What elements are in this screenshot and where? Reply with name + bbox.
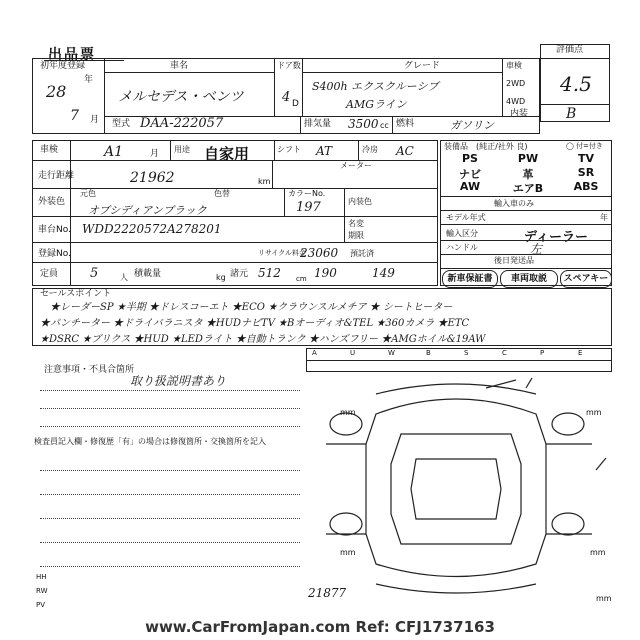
year-unit: 年: [84, 75, 94, 85]
serial-number: 21877: [308, 586, 347, 600]
mileage-unit: km: [258, 177, 271, 186]
note-line: [40, 566, 300, 567]
col-divider: [302, 58, 303, 116]
row-divider: [32, 160, 438, 161]
rating-label: 評価点: [556, 45, 584, 55]
row-divider: [440, 224, 612, 225]
col-divider: [358, 140, 359, 160]
exterior-value: オブシディアンブラック: [88, 204, 207, 217]
grade-label: グレード: [404, 61, 441, 71]
after-label: 後日発送品: [494, 256, 534, 265]
code-pv: PV: [36, 601, 46, 609]
note-line: [40, 494, 300, 495]
load-label: 積載量: [134, 269, 162, 279]
equip-airbag: エアB: [512, 182, 544, 195]
equip-ps: PS: [462, 152, 478, 165]
capacity-label: 定員: [40, 269, 59, 279]
shaken-value: A1: [104, 144, 124, 160]
mm-label: mm: [340, 548, 356, 557]
exterior-label: 外装色: [38, 197, 66, 207]
footer-watermark: www.CarFromJapan.com Ref: CFJ1737163: [145, 618, 495, 636]
handle-value: 左: [530, 242, 543, 256]
interior-value: B: [566, 106, 577, 122]
row-divider: [32, 242, 438, 243]
col-divider: [274, 140, 275, 160]
handle-label: ハンドル: [446, 243, 478, 252]
row-divider: [440, 254, 612, 255]
col-divider: [104, 58, 105, 134]
col-divider: [274, 58, 275, 116]
col-divider: [344, 188, 345, 216]
fuel-label: 燃料: [396, 119, 415, 129]
mileage-value: 21962: [130, 170, 175, 186]
row-divider: [302, 72, 502, 73]
equipment-legend: ◯ 付=付き: [566, 142, 603, 150]
interior-divider: [540, 104, 610, 105]
col-divider: [70, 140, 71, 286]
grid-p: P: [540, 349, 545, 357]
meter-label: メーター: [340, 161, 372, 170]
grade-value: S400h エクスクルーシブ: [312, 80, 439, 93]
deadline-label: 期限: [348, 231, 364, 240]
door-label: ドア数: [277, 61, 301, 70]
note-line: [40, 426, 300, 427]
row-divider: [440, 268, 612, 269]
row-divider: [32, 216, 438, 217]
row-divider: [440, 240, 612, 241]
interior-label: 内装: [510, 109, 529, 119]
car-name-label: 車名: [170, 61, 189, 71]
code-hh: HH: [36, 573, 47, 581]
grid-b: B: [426, 349, 431, 357]
color-label: 色替: [214, 189, 230, 198]
note-line: [40, 518, 300, 519]
row-divider: [440, 210, 612, 211]
code-rw: RW: [36, 587, 48, 595]
shaken-side-label: 車検: [506, 61, 522, 70]
car-name-value: メルセデス・ベンツ: [118, 89, 244, 105]
sales-line-2: ★パンチーター ★ドライバラニスタ ★HUDナビTV ★Bオーディオ&TEL ★360カメラ ★ETC: [40, 318, 470, 329]
dim-length: 512: [258, 266, 281, 280]
exterior-orig: 元色: [80, 189, 96, 198]
load-unit: kg: [216, 273, 226, 282]
import-type-label: 輸入区分: [446, 229, 478, 238]
mm-label: mm: [340, 408, 356, 417]
door-unit: D: [292, 99, 299, 109]
col-divider: [344, 216, 345, 242]
first-reg-label: 初年度登録: [40, 61, 86, 71]
displacement-value: 3500: [348, 117, 379, 131]
dim-unit: cm: [296, 275, 307, 283]
door-value: 4: [282, 90, 291, 105]
usage-label: 用途: [174, 145, 190, 154]
month-value: 7: [70, 108, 79, 124]
recycle-label: リサイクル料金: [258, 249, 307, 257]
warranty-badge: 新車保証書: [442, 270, 498, 288]
notes-value: 取り扱説明書あり: [130, 374, 227, 388]
grid-w: W: [388, 349, 395, 357]
import-label: 輸入車のみ: [494, 199, 534, 208]
dim-width: 190: [314, 266, 337, 280]
col-divider: [392, 116, 393, 134]
grid-c: C: [502, 349, 507, 357]
row-divider: [32, 262, 438, 263]
color-no-label: カラーNo.: [288, 189, 326, 198]
recycle-status: 預託済: [350, 249, 374, 258]
usage-value: 自家用: [204, 145, 250, 163]
equip-leather: 革: [522, 168, 534, 181]
row-divider: [440, 196, 612, 197]
grid-u: U: [350, 349, 356, 357]
col-divider: [170, 140, 171, 160]
owner-label: 名変: [348, 219, 364, 228]
rating-value: 4.5: [560, 72, 592, 96]
chassis-label: 車台No.: [38, 225, 71, 235]
note-line: [40, 470, 300, 471]
equip-sr: SR: [577, 166, 595, 179]
col-divider: [284, 188, 285, 216]
sales-line-1: ★レーダーSP ★半期 ★ドレスコーエト ★ECO ★クラウンスルメチア ★ シートヒーター: [50, 302, 453, 313]
mm-label: mm: [596, 594, 612, 603]
capacity-unit: 人: [120, 273, 128, 282]
mm-label: mm: [586, 408, 602, 417]
dims-label: 諸元: [230, 269, 249, 279]
drive-4wd: 4WD: [506, 97, 526, 106]
row-divider: [104, 72, 274, 73]
mileage-label: 走行距離: [38, 171, 75, 181]
chassis-value: WDD2220572A278201: [82, 222, 222, 236]
shift-label: シフト: [277, 145, 301, 154]
note-line: [40, 542, 300, 543]
interior-color-label: 内装色: [348, 197, 372, 206]
rating-divider: [540, 58, 610, 59]
col-divider: [300, 116, 301, 134]
displacement-label: 排気量: [304, 119, 332, 129]
shift-value: AT: [316, 144, 333, 158]
import-type-value: ディーラー: [524, 230, 588, 245]
note-line: [40, 408, 300, 409]
model-value: DAA-222057: [140, 116, 224, 131]
notes-label: 注意事項・不具合箇所: [44, 365, 135, 375]
grid-e: E: [578, 349, 583, 357]
color-no-value: 197: [296, 200, 321, 215]
month-unit: 月: [90, 115, 100, 125]
ac-label: 冷房: [362, 145, 378, 154]
model-year-label: モデル年式: [446, 213, 486, 222]
model-year-unit: 年: [600, 213, 608, 222]
drive-2wd: 2WD: [506, 79, 526, 88]
shaken-month: 月: [150, 149, 160, 159]
grade-value-2: AMGライン: [346, 98, 407, 111]
page-title: 出品票: [48, 47, 96, 63]
displacement-unit: cc: [380, 121, 389, 130]
equipment-sublabel: (純正/社外 良): [476, 142, 528, 151]
row-divider: [306, 360, 612, 361]
equip-navi: ナビ: [459, 168, 481, 181]
year-value: 28: [46, 82, 67, 101]
equip-aw: AW: [459, 180, 481, 193]
grid-a: A: [312, 349, 317, 357]
repair-label: 検査員記入欄・修復歴「有」の場合は修復箇所・交換箇所を記入: [34, 437, 266, 446]
spare-key-badge: スペアキー: [560, 270, 612, 288]
mm-label: mm: [590, 548, 606, 557]
sales-line-3: ★DSRC ★ブリクス ★HUD ★LEDライト ★自動トランク ★ハンズフリー ★AMGホイル&19AW: [40, 334, 486, 345]
col-divider: [272, 160, 273, 188]
manual-badge: 車両取説: [500, 270, 558, 288]
note-line: [40, 390, 300, 391]
grid-s: S: [464, 349, 469, 357]
model-label: 型式: [112, 119, 131, 129]
equipment-label: 装備品: [444, 142, 468, 151]
equip-tv: TV: [577, 152, 595, 165]
registered-label: 登録No.: [38, 249, 71, 259]
col-divider: [502, 58, 503, 116]
equip-pw: PW: [517, 152, 539, 165]
capacity-value: 5: [90, 266, 99, 281]
shaken-label: 車検: [40, 145, 59, 155]
recycle-value: 23060: [300, 246, 339, 260]
ac-value: AC: [396, 144, 414, 158]
fuel-value: ガソリン: [450, 119, 494, 132]
equip-abs: ABS: [573, 180, 599, 193]
dim-height: 149: [372, 266, 395, 280]
sales-label: セールスポイント: [40, 289, 112, 299]
